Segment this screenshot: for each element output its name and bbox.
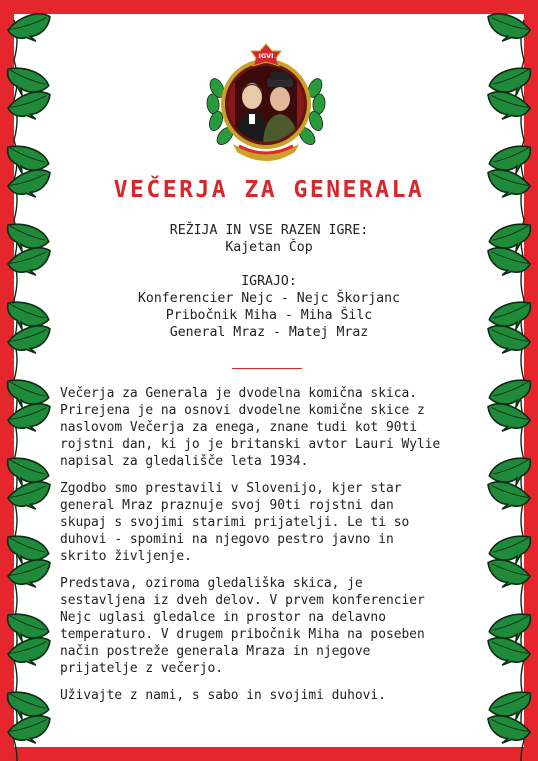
leaf-icon bbox=[6, 712, 55, 749]
body-paragraph bbox=[60, 385, 480, 470]
body-line: Zgodbo smo prestavili v Slovenijo, kjer star bbox=[60, 481, 402, 496]
body-line: prijatelje z večerjo. bbox=[60, 661, 223, 676]
body-line: temperaturo. V drugem pribočnik Miha na poseben bbox=[60, 627, 425, 642]
leaf-icon bbox=[483, 478, 532, 515]
body-paragraph bbox=[60, 687, 480, 704]
leaf-icon bbox=[6, 478, 55, 515]
body-line: sestavljena iz dveh delov. V prvem konferencier bbox=[60, 593, 425, 608]
leaf-icon bbox=[6, 634, 55, 671]
divider bbox=[232, 368, 302, 369]
cast-member: Konferencier Nejc - Nejc Škorjanc bbox=[137, 291, 400, 306]
leaf-icon bbox=[483, 88, 532, 125]
leaf-icon bbox=[6, 88, 55, 125]
cast-heading: IGRAJO: bbox=[241, 274, 297, 289]
body-line: Večerja za Generala je dvodelna komična skica. bbox=[60, 386, 417, 401]
leaf-icon bbox=[483, 634, 532, 671]
body-line: duhovi - spomini na njegovo pestro javno in bbox=[60, 532, 394, 547]
leaf-icon bbox=[483, 556, 532, 593]
body-line: general Mraz praznuje svoj 90ti rojstni dan bbox=[60, 498, 394, 513]
body-line: način postreže generala Mraza in njegove bbox=[60, 644, 371, 659]
page-title: VEČERJA ZA GENERALA bbox=[113, 177, 425, 203]
body-paragraph bbox=[60, 480, 480, 565]
body-line: skupaj s svojimi starimi prijatelji. Le ti so bbox=[60, 515, 410, 530]
credits-cast bbox=[0, 273, 538, 341]
leaf-icon bbox=[6, 10, 55, 47]
direction-heading: REŽIJA IN VSE RAZEN IGRE: bbox=[169, 223, 369, 238]
body-line: Predstava, oziroma gledališka skica, je bbox=[60, 576, 363, 591]
body-line: Uživajte z nami, s sabo in svojimi duhovi. bbox=[60, 688, 386, 703]
body-line: napisal za gledališče leta 1934. bbox=[60, 454, 309, 469]
body-paragraph bbox=[60, 575, 480, 677]
description-text bbox=[60, 385, 480, 714]
cast-member: Pribočnik Miha - Miha Šilc bbox=[165, 308, 373, 323]
badge-text: IGVI bbox=[258, 52, 274, 60]
director-name: Kajetan Čop bbox=[225, 240, 313, 255]
emblem-logo bbox=[203, 42, 329, 170]
body-line: skrito življenje. bbox=[60, 549, 192, 564]
body-line: rojstni dan, ki jo je britanski avtor Lauri Wylie bbox=[60, 437, 441, 452]
credits-direction bbox=[0, 222, 538, 256]
body-line: Prirejena je na osnovi dvodelne komične skice z bbox=[60, 403, 425, 418]
leaf-icon bbox=[483, 400, 532, 437]
body-line: Nejc uglasi gledalce in prostor na delavno bbox=[60, 610, 386, 625]
leaf-icon bbox=[483, 10, 532, 47]
cast-member: General Mraz - Matej Mraz bbox=[169, 325, 369, 340]
leaf-icon bbox=[6, 400, 55, 437]
leaf-icon bbox=[483, 712, 532, 749]
leaf-icon bbox=[6, 556, 55, 593]
body-line: naslovom Večerja za enega, znane tudi kot 90ti bbox=[60, 420, 417, 435]
